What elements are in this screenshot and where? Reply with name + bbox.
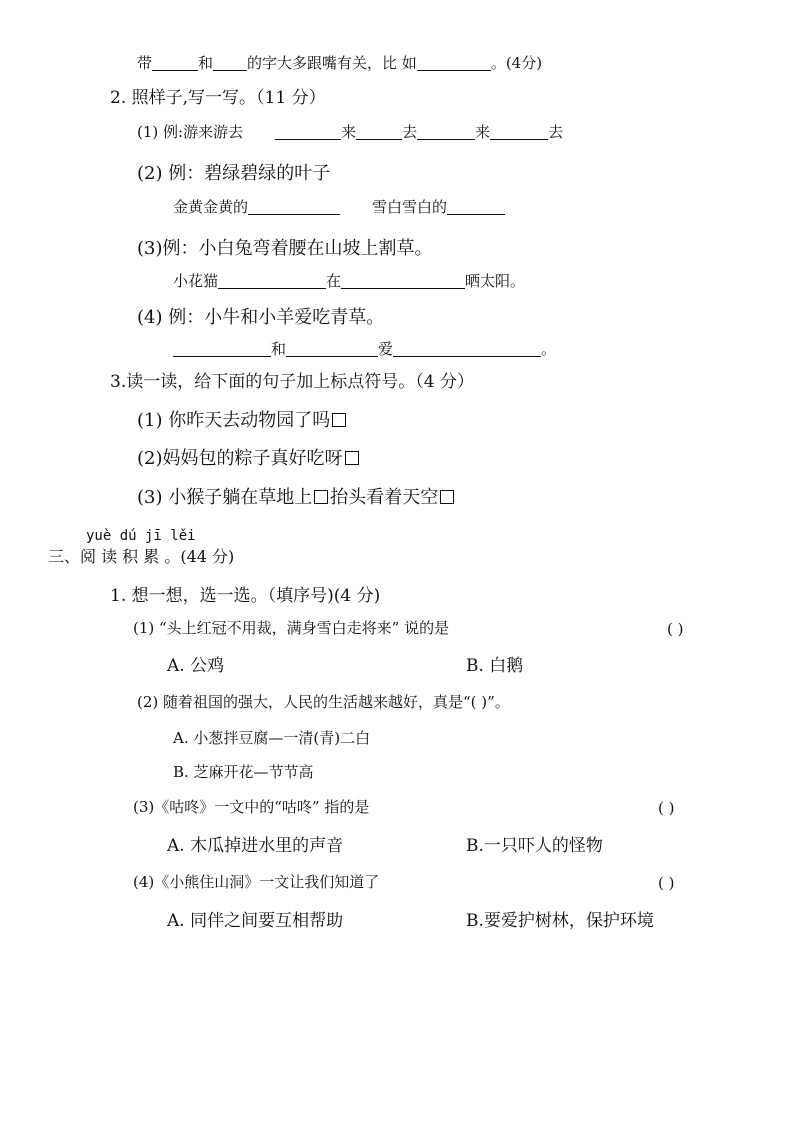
punctuation-box[interactable] — [332, 413, 346, 427]
sec3-q1-3-text: (3)《咕咚》一文中的“咕咚” 指的是 — [133, 798, 370, 816]
q2-ex1-word: 来 — [341, 123, 357, 141]
section-pinyin: yuè dú jī lěi — [86, 528, 196, 544]
punctuation-box[interactable] — [314, 490, 328, 504]
sec3-q1-1-option-b: B. 白鹅 — [466, 656, 524, 676]
q2-ex4-a: 和 — [271, 340, 287, 358]
q1-tail-line — [137, 55, 542, 71]
q2-ex1-word: 去 — [402, 123, 418, 141]
q2-ex2-a: 金黄金黄的 — [173, 198, 249, 216]
q2-ex4-label: (4) 例：小牛和小羊爱吃青草。 — [137, 307, 385, 328]
answer-parentheses[interactable]: ( ) — [658, 799, 675, 817]
answer-parentheses[interactable]: ( ) — [667, 620, 684, 638]
q3-s3b-text: 抬头看着天空 — [330, 487, 439, 508]
punctuation-box[interactable] — [440, 490, 454, 504]
q2-ex4-b: 爱 — [378, 340, 394, 358]
answer-blank[interactable] — [213, 55, 247, 71]
q2-ex3-c: 晒太阳。 — [465, 272, 526, 290]
sec3-q1-3-option-a: A. 木瓜掉进水里的声音 — [167, 836, 344, 856]
answer-blank[interactable] — [275, 124, 341, 140]
sec3-q1-2-text: (2) 随着祖国的强大，人民的生活越来越好，真是“( )”。 — [137, 693, 510, 711]
sec3-q1-1-text: (1) “头上红冠不用裁，满身雪白走将来” 说的是 — [133, 619, 450, 637]
q2-ex2-answer-line — [173, 199, 505, 215]
sec3-q1-4-option-b: B.要爱护树林，保护环境 — [466, 911, 654, 931]
sec3-q1-4-text: (4)《小熊住山洞》一文让我们知道了 — [133, 873, 380, 891]
answer-blank[interactable] — [393, 341, 541, 357]
answer-blank[interactable] — [490, 124, 548, 140]
q1-tail-text-2: 和 — [198, 54, 214, 72]
answer-blank[interactable] — [356, 124, 402, 140]
q2-ex1-word: 来 — [475, 123, 491, 141]
sec3-q1-4-option-a: A. 同伴之间要互相帮助 — [167, 911, 344, 931]
q3-sentence-2 — [137, 450, 361, 468]
q1-tail-text-3: 的字大多跟嘴有关，比 如 — [247, 54, 417, 72]
q2-ex1-word: 去 — [548, 123, 564, 141]
punctuation-box[interactable] — [345, 451, 359, 465]
q2-ex4-answer-line — [173, 341, 556, 357]
sec3-q1-1-option-a: A. 公鸡 — [167, 656, 225, 676]
q1-tail-text-1: 带 — [137, 54, 153, 72]
sec3-q1-2-option-a: A. 小葱拌豆腐—一清(青)二白 — [173, 729, 371, 747]
answer-blank[interactable] — [248, 199, 340, 215]
sec3-q1-3-option-b: B.一只吓人的怪物 — [466, 836, 603, 856]
q2-ex3-label: (3)例：小白兔弯着腰在山坡上割草。 — [137, 238, 433, 259]
q2-ex2-label: (2) 例：碧绿碧绿的叶子 — [137, 163, 331, 184]
answer-blank[interactable] — [152, 55, 198, 71]
q3-s1-text: (1) 你昨天去动物园了吗 — [137, 410, 331, 431]
answer-blank[interactable] — [417, 124, 475, 140]
q2-ex4-c: 。 — [541, 340, 557, 358]
sec3-q1-2-option-b: B. 芝麻开花—节节高 — [173, 763, 314, 781]
q3-title: 3.读一读，给下面的句子加上标点符号。（4 分） — [110, 372, 474, 392]
q1-tail-text-4: 。(4分) — [490, 54, 543, 72]
q3-sentence-3 — [137, 489, 456, 507]
q2-ex1-line — [137, 124, 563, 140]
answer-blank[interactable] — [218, 273, 326, 289]
q3-s2-text: (2)妈妈包的粽子真好吃呀 — [137, 448, 343, 469]
section-title: 三、阅 读 积 累 。(44 分) — [48, 547, 235, 566]
q3-sentence-1 — [137, 412, 348, 430]
answer-blank[interactable] — [341, 273, 465, 289]
q2-title: 2. 照样子,写一写。（11 分） — [110, 88, 326, 108]
q2-ex3-b: 在 — [326, 272, 342, 290]
q2-ex3-a: 小花猫 — [173, 272, 219, 290]
q3-s3a-text: (3) 小猴子躺在草地上 — [137, 487, 313, 508]
answer-blank[interactable] — [173, 341, 271, 357]
answer-parentheses[interactable]: ( ) — [658, 874, 675, 892]
answer-blank[interactable] — [447, 199, 505, 215]
answer-blank[interactable] — [417, 55, 491, 71]
q2-ex3-answer-line — [173, 273, 525, 289]
sec3-q1-title: 1. 想一想，选一选。（填序号)(4 分) — [110, 586, 381, 606]
q2-ex2-b: 雪白雪白的 — [372, 198, 448, 216]
answer-blank[interactable] — [286, 341, 378, 357]
q2-ex1-label: (1) 例:游来游去 — [137, 123, 244, 141]
